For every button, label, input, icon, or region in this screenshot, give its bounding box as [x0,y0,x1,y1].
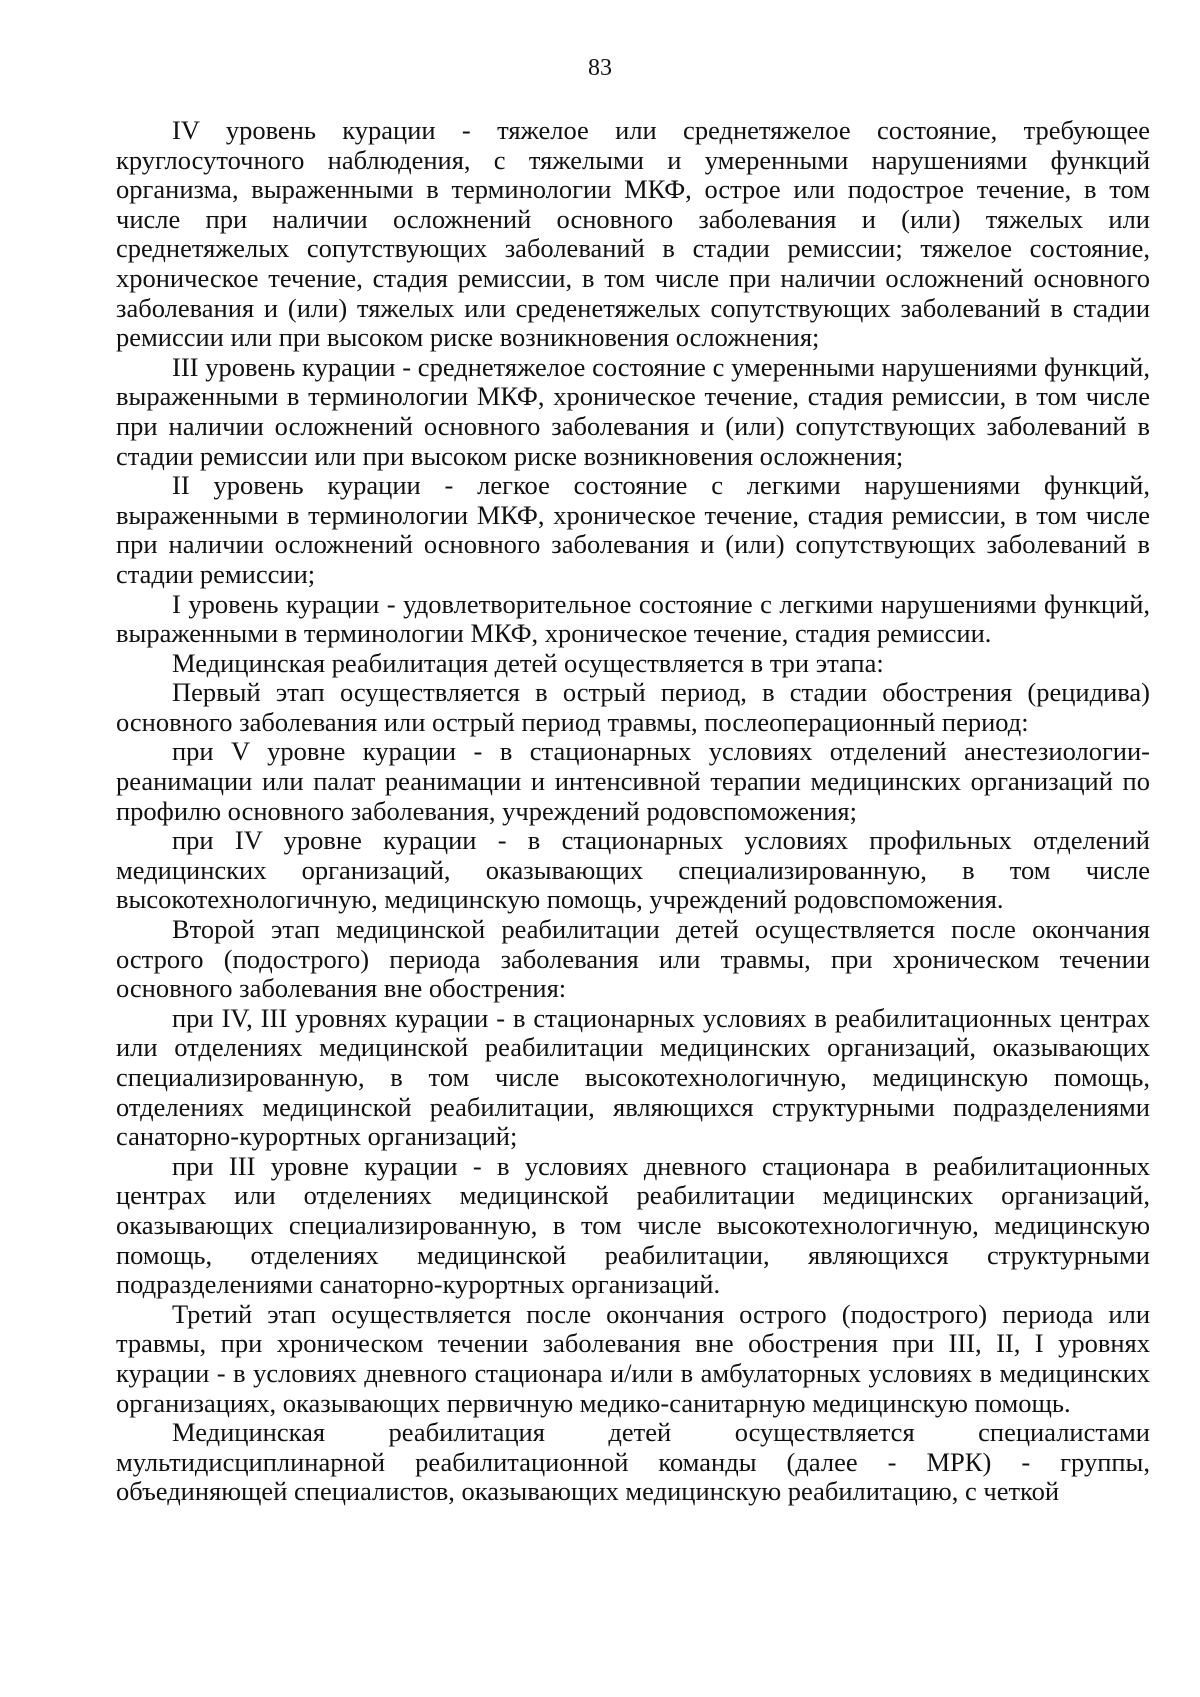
paragraph-curation-level-1: I уровень курации - удовлетворительное состояние с легкими нарушениями функций, выраженными в терминологии МКФ, хроническое течение, стадия ремиссии. [116,588,1150,649]
paragraph-second-stage-levels-4-3: при IV, III уровнях курации - в стационарных условиях в реабилитационных центрах или отделениях медицинской реабилитации медицинских организаций, оказывающих специализированную, в том числе высокотехнологичную, медицинскую помощь, отделениях медицинской реабилитации, являющихся структурными подразделениями санаторно-курортных организаций; [116,1002,1150,1152]
paragraph-third-stage: Третий этап осуществляется после окончания острого (подострого) периода или травмы, при хроническом течении заболевания вне обострения при III, II, I уровнях курации - в условиях дневного стационара и/или в амбулаторных условиях в медицинских организациях, оказывающих первичную медико-санитарную медицинскую помощь. [116,1298,1150,1418]
paragraph-first-stage-level-5: при V уровне курации - в стационарных условиях отделений анестезиологии-реанимации или палат реанимации и интенсивной терапии медицинских организаций по профилю основного заболевания, учреждений родовспоможения; [116,736,1150,826]
paragraph-curation-level-4: IV уровень курации - тяжелое или среднетяжелое состояние, требующее круглосуточного наблюдения, с тяжелыми и умеренными нарушениями функций организма, выраженными в терминологии МКФ, острое или подострое течение, в том числе при наличии осложнений основного заболевания и (или) тяжелых или среднетяжелых сопутствующих заболеваний в стадии ремиссии; тяжелое состояние, хроническое течение, стадия ремиссии, в том числе при наличии осложнений основного заболевания и (или) тяжелых или среденетяжелых сопутствующих заболеваний в стадии ремиссии или при высоком риске возникновения осложнения; [116,115,1150,353]
page-number: 83 [588,55,612,81]
paragraph-three-stages: Медицинская реабилитация детей осуществляется в три этапа: [172,647,884,678]
document-body [116,116,1150,1507]
paragraph-mrk-team: Медицинская реабилитация детей осуществляется специалистами мультидисциплинарной реабилитационной команды (далее - МРК) - группы, объединяющей специалистов, оказывающих медицинскую реабилитацию, с четкой [116,1417,1150,1507]
paragraph-first-stage-level-4: при IV уровне курации - в стационарных условиях профильных отделений медицинских организаций, оказывающих специализированную, в том числе высокотехнологичную, медицинскую помощь, учреждений родовспоможения. [116,825,1150,915]
paragraph-second-stage: Второй этап медицинской реабилитации детей осуществляется после окончания острого (подострого) периода заболевания или травмы, при хроническом течении основного заболевания вне обострения: [116,914,1150,1004]
paragraph-first-stage: Первый этап осуществляется в острый период, в стадии обострения (рецидива) основного заболевания или острый период травмы, послеоперационный период: [116,677,1150,737]
paragraph-second-stage-level-3: при III уровне курации - в условиях дневного стационара в реабилитационных центрах или отделениях медицинской реабилитации медицинских организаций, оказывающих специализированную, в том числе высокотехнологичную, медицинскую помощь, отделениях медицинской реабилитации, являющихся структурными подразделениями санаторно-курортных организаций. [116,1150,1150,1300]
paragraph-curation-level-2: II уровень курации - легкое состояние с легкими нарушениями функций, выраженными в терминологии МКФ, хроническое течение, стадия ремиссии, в том числе при наличии осложнений основного заболевания и (или) сопутствующих заболеваний в стадии ремиссии; [116,470,1150,589]
paragraph-curation-level-3: III уровень курации - среднетяжелое состояние с умеренными нарушениями функций, выраженными в терминологии МКФ, хроническое течение, стадия ремиссии, в том числе при наличии осложнений основного заболевания и (или) сопутствующих заболеваний в стадии ремиссии или при высоком риске возникновения осложнения; [116,351,1150,471]
